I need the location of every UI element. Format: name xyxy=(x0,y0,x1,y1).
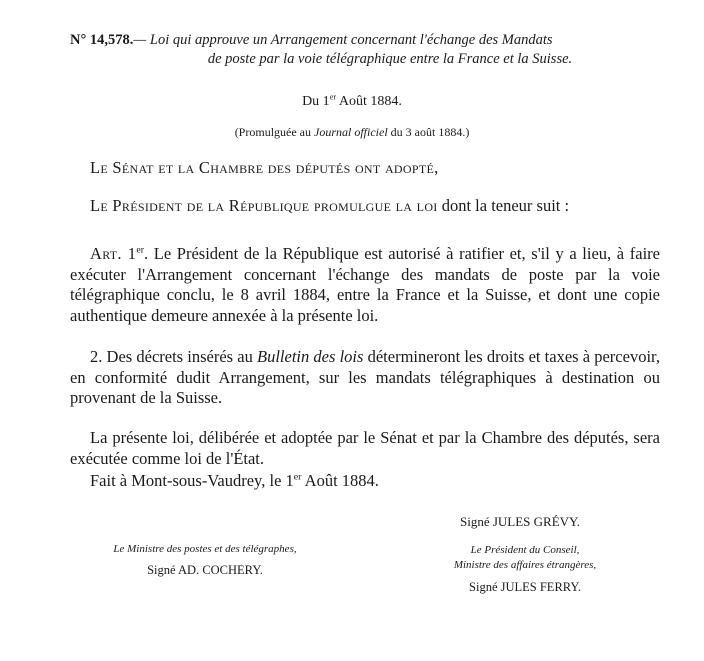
signature-right-role xyxy=(405,543,645,573)
law-title-line-1: — Loi qui approuve un Arrangement concernant l'échange des Mandats xyxy=(133,32,553,48)
signature-right-role-1: Le Président du Conseil, xyxy=(470,544,580,556)
signature-right-name: Signé JULES FERRY. xyxy=(469,580,581,594)
law-title-line-2: de poste par la voie télégraphique entre la France et la Suisse. xyxy=(207,51,573,67)
fait-a-line xyxy=(70,471,660,492)
law-number: N° 14,578. xyxy=(70,32,134,48)
senat-adoption: Le Sénat et la Chambre des députés ont adopté, xyxy=(90,158,439,177)
fait-sup: er xyxy=(293,471,302,483)
article-1 xyxy=(70,244,660,326)
signature-right-role-2: Ministre des affaires étrangères, xyxy=(453,559,597,571)
article-1-sup: er xyxy=(136,244,145,256)
article-2-bulletin: Bulletin des lois xyxy=(257,347,364,366)
article-2-prefix: 2. Des décrets insérés au xyxy=(90,347,258,366)
article-2-rest: détermineront les droits et taxes à percevoir, en conformité dudit Arrangement, sur les mandats télégraphiques à destination ou provenant de la Suisse. xyxy=(70,347,660,407)
date-prefix: Du 1 xyxy=(302,94,330,109)
date-sup: er xyxy=(329,92,337,102)
law-title xyxy=(70,31,670,69)
president-rest: dont la teneur suit : xyxy=(437,196,570,215)
promulgation-note xyxy=(0,125,704,140)
president-promulgation xyxy=(70,196,660,217)
promulgation-close: du 3 août 1884.) xyxy=(387,125,470,139)
closing-paragraph: La présente loi, délibérée et adoptée par le Sénat et par la Chambre des députés, sera exécutée comme loi de l'État. xyxy=(70,428,660,468)
article-1-label: Art. 1 xyxy=(90,244,137,263)
article-1-text: . Le Président de la République est autorisé à ratifier et, s'il y a lieu, à faire exécuter l'Arrangement concernant l'échange des mandats de poste par la voie télégraphique conclu, le 8 avril 1884, entre la France et la Suisse, et dont une copie authentique demeure annexée à la présente loi. xyxy=(70,244,660,325)
signature-left-name: Signé AD. COCHERY. xyxy=(147,563,263,577)
promulgation-journal: Journal officiel xyxy=(314,125,388,139)
signature-president: Signé JULES GRÉVY. xyxy=(459,514,581,529)
date-suffix: Août 1884. xyxy=(336,94,402,109)
president-smallcaps: Le Président de la République promulgue la loi xyxy=(90,196,438,215)
signature-left-role: Le Ministre des postes et des télégraphes, xyxy=(113,543,297,555)
promulgation-open: (Promulguée au xyxy=(234,125,314,139)
fait-prefix: Fait à Mont-sous-Vaudrey, le 1 xyxy=(90,471,294,490)
fait-suffix: Août 1884. xyxy=(301,471,379,490)
article-2 xyxy=(70,347,660,409)
law-date xyxy=(0,94,704,110)
